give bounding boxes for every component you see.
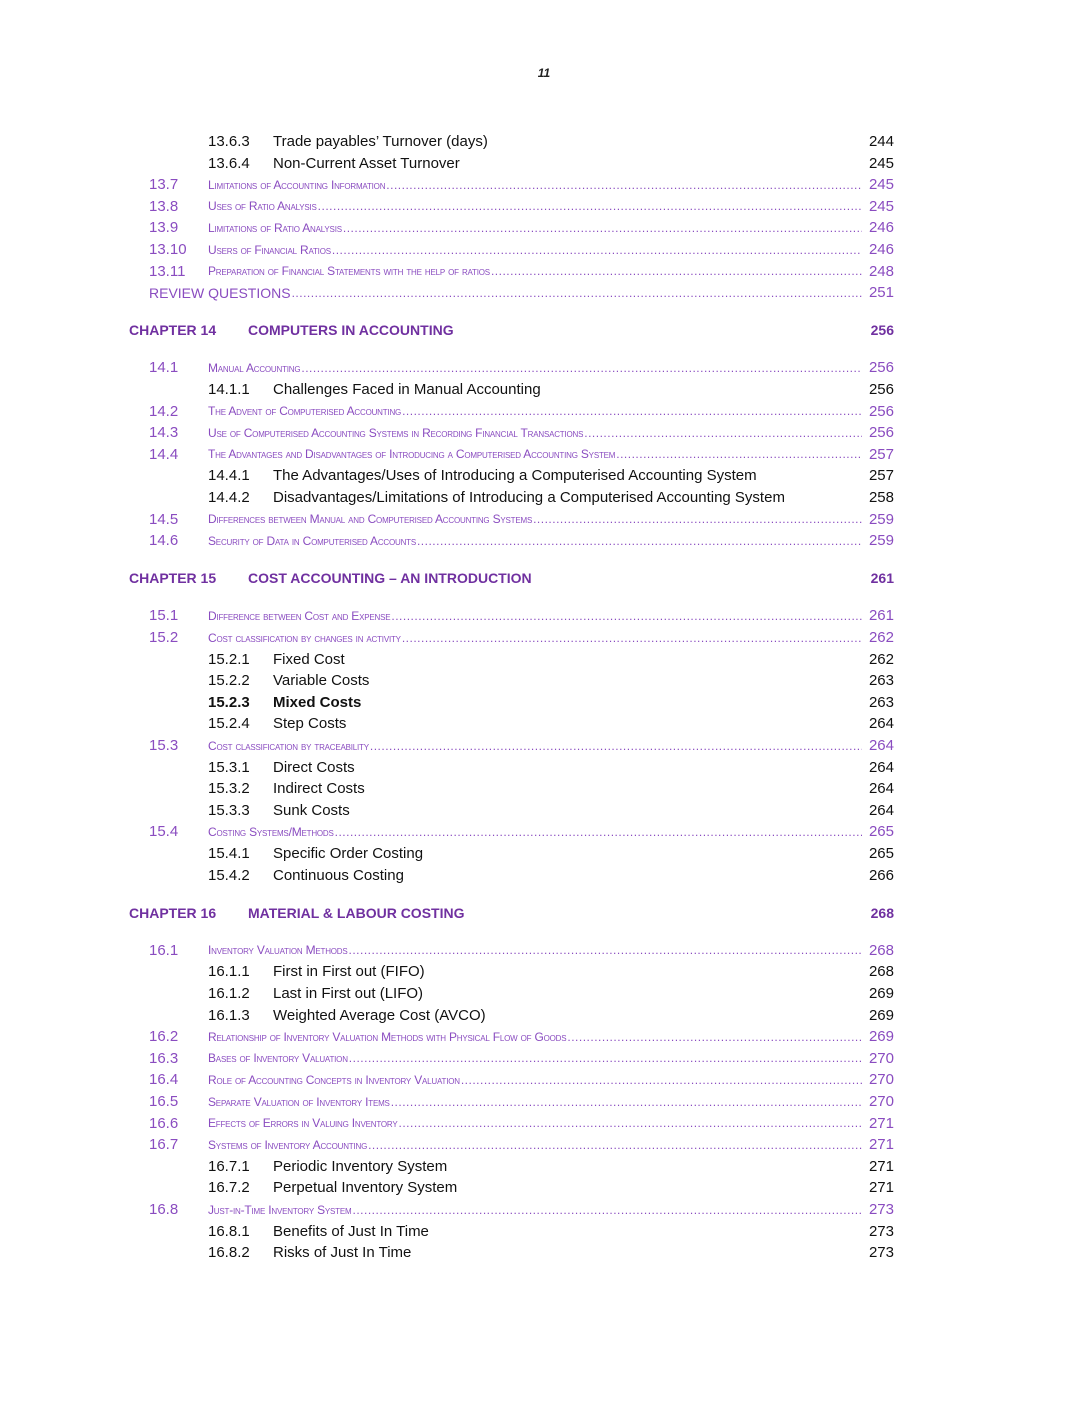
toc-entry-sec[interactable] [0,401,1088,422]
toc-entry-sub[interactable] [0,983,1088,1004]
entry-number: 16.2 [149,1028,179,1046]
dot-leader [370,739,862,753]
entry-title: Mixed Costs [273,693,362,711]
entry-number: 14.5 [149,510,179,528]
entry-number: 13.6.3 [208,133,250,150]
dot-leader [616,447,862,461]
entry-page: 265 [868,823,894,841]
entry-page: 262 [868,650,894,668]
toc-entry-sec[interactable] [0,217,1088,238]
entry-page: 269 [868,1006,894,1024]
entry-number: 15.4.1 [208,845,250,862]
dot-leader [491,264,862,278]
toc-entry-sec[interactable] [0,1048,1088,1069]
dot-leader [318,199,862,213]
toc-entry-sec[interactable] [0,605,1088,626]
entry-title: Manual Accounting [208,360,301,375]
entry-page: 264 [868,758,894,776]
entry-page: 256 [868,381,894,398]
entry-title: Systems of Inventory Accounting [208,1137,368,1152]
entry-page: 264 [868,715,894,733]
entry-page: 271 [868,1157,894,1175]
entry-page: 248 [868,262,894,280]
toc-entry-sub[interactable] [0,1221,1088,1242]
entry-number: 15.3.2 [208,780,250,798]
toc-entry-sub[interactable] [0,757,1088,778]
entry-page: 273 [868,1222,894,1240]
entry-page: 257 [868,445,894,463]
entry-page: 264 [868,780,894,798]
entry-number: 16.7 [149,1136,179,1154]
dot-leader [368,1138,862,1152]
entry-title: Separate Valuation of Inventory Items [208,1094,390,1109]
toc-entry-sub[interactable] [0,692,1088,713]
entry-title: Just-in-Time Inventory System [208,1202,352,1217]
entry-number: 15.4 [149,823,179,841]
entry-title: Limitations of Accounting Information [208,177,386,192]
entry-title: Users of Financial Ratios [208,242,331,257]
toc-entry-sec[interactable] [0,196,1088,217]
entry-number: 13.11 [149,262,186,280]
entry-title: Non-Current Asset Turnover [273,154,460,172]
entry-number: 16.5 [149,1093,179,1110]
entry-title: Sunk Costs [273,801,350,819]
entry-title: Trade payables’ Turnover (days) [273,133,488,150]
dot-leader [417,534,862,548]
entry-page: 245 [868,176,894,194]
dot-leader [402,631,862,645]
entry-number: 15.2.3 [208,693,250,711]
entry-page: 270 [868,1049,894,1067]
entry-page: 264 [868,737,894,754]
toc-entry-sec[interactable] [0,239,1088,260]
entry-title: The Advantages and Disadvantages of Introducing a Computerised Accounting System [208,447,616,462]
dot-leader [391,1095,862,1109]
toc-entry-sub[interactable] [0,465,1088,486]
entry-title: Challenges Faced in Manual Accounting [273,381,541,398]
entry-page: 246 [868,241,894,258]
entry-page: 271 [868,1114,894,1132]
toc-entry-sub[interactable] [0,1177,1088,1198]
toc-entry-sub[interactable] [0,1242,1088,1263]
entry-number: 14.6 [149,532,179,550]
entry-title: Role of Accounting Concepts in Inventory Valuation [208,1072,460,1087]
dot-leader [332,243,862,257]
entry-number: CHAPTER 16 [129,904,217,921]
toc-entry-sec[interactable] [0,530,1088,551]
entry-number: 16.1.2 [208,985,250,1002]
entry-number: 14.4.1 [208,467,250,485]
entry-title: Preparation of Financial Statements with the help of ratios [208,264,490,279]
entry-page: 259 [868,532,894,550]
entry-title: Direct Costs [273,758,355,776]
entry-page: 271 [868,1136,894,1154]
entry-number: 15.3 [149,737,179,754]
entry-number: 16.6 [149,1114,179,1132]
toc-entry-sub[interactable] [0,153,1088,174]
toc-entry-sec[interactable] [0,1091,1088,1112]
toc-entry-sub[interactable] [0,379,1088,400]
entry-title: Step Costs [273,715,347,733]
entry-number: 15.3.3 [208,801,250,819]
entry-number: 15.3.1 [208,758,250,776]
entry-title: Cost classification by changes in activity [208,630,401,645]
entry-title: Variable Costs [273,672,370,690]
dot-leader [352,1203,862,1217]
entry-page: 273 [868,1201,894,1218]
entry-number: 15.2.4 [208,715,250,733]
entry-page: 264 [868,801,894,819]
toc-entry-chap[interactable] [0,568,1088,589]
dot-leader [402,404,862,418]
entry-number: 15.1 [149,607,179,625]
toc-entry-sub[interactable] [0,670,1088,691]
dot-leader [292,286,862,300]
entry-number: 16.7.2 [208,1179,250,1197]
entry-page: 257 [868,467,894,485]
toc-entry-sub[interactable] [0,713,1088,734]
dot-leader [349,943,862,957]
entry-title: Continuous Costing [273,866,404,884]
page-number: 11 [537,66,551,80]
entry-page: 262 [868,629,894,646]
entry-page: 245 [868,154,894,172]
entry-page: 245 [868,197,894,215]
toc-entry-sub[interactable] [0,649,1088,670]
entry-title: Bases of Inventory Valuation [208,1051,348,1066]
entry-page: 270 [868,1093,894,1110]
entry-number: 13.7 [149,176,179,194]
entry-title: Disadvantages/Limitations of Introducing a Computerised Accounting System [273,489,785,506]
entry-number: 13.9 [149,219,179,237]
entry-number: 13.8 [149,197,179,215]
entry-page: 259 [868,510,894,528]
entry-title: Inventory Valuation Methods [208,943,348,958]
entry-title: Weighted Average Cost (AVCO) [273,1006,486,1024]
toc-entry-sub[interactable] [0,778,1088,799]
dot-leader [584,426,862,440]
entry-page: 263 [868,693,894,711]
dot-leader [386,178,862,192]
toc-entry-chap[interactable] [0,902,1088,923]
entry-title: Uses of Ratio Analysis [208,199,317,214]
toc-entry-sec[interactable] [0,1026,1088,1047]
toc-entry-sub[interactable] [0,1005,1088,1026]
toc-entry-sec[interactable] [0,1113,1088,1134]
entry-title: Indirect Costs [273,780,365,798]
toc-entry-sec[interactable] [0,821,1088,842]
entry-number: 16.8.1 [208,1222,250,1240]
entry-number: 16.1 [149,941,179,959]
toc-entry-sec[interactable] [0,735,1088,756]
dot-leader [398,1116,862,1130]
toc-entry-sub[interactable] [0,843,1088,864]
toc-entry-sub[interactable] [0,800,1088,821]
toc-entry-sec[interactable] [0,509,1088,530]
toc-entry-review[interactable] [0,282,1088,303]
entry-number: 14.1 [149,359,179,377]
entry-number: 14.1.1 [208,381,250,398]
entry-page: 268 [868,941,894,959]
entry-number: 14.4 [149,445,179,463]
entry-page: 265 [868,845,894,862]
entry-number: 15.2.2 [208,672,250,690]
entry-page: 269 [868,985,894,1002]
entry-number: 16.1.3 [208,1006,250,1024]
entry-number: 16.4 [149,1071,179,1089]
entry-page: 268 [868,963,894,981]
entry-page: 246 [868,219,894,237]
entry-page: 263 [868,672,894,690]
toc-entry-sec[interactable] [0,1199,1088,1220]
entry-title: Relationship of Inventory Valuation Methods with Physical Flow of Goods [208,1029,567,1044]
entry-number: 15.2.1 [208,650,250,668]
toc-entry-sec[interactable] [0,627,1088,648]
toc-entry-chap[interactable] [0,320,1088,341]
entry-page: 271 [868,1179,894,1197]
dot-leader [335,825,862,839]
entry-title: Last in First out (LIFO) [273,985,424,1002]
entry-title: Periodic Inventory System [273,1157,448,1175]
toc-entry-sec[interactable] [0,1134,1088,1155]
entry-page: 251 [868,284,894,302]
entry-title: Limitations of Ratio Analysis [208,220,342,235]
entry-page: 256 [868,424,894,442]
dot-leader [461,1073,862,1087]
toc-entry-sub[interactable] [0,1156,1088,1177]
entry-number: 13.10 [149,241,187,258]
dot-leader [391,609,862,623]
entry-title: Cost classification by traceability [208,738,369,753]
toc-entry-sec[interactable] [0,261,1088,282]
dot-leader [301,361,862,375]
entry-number: 15.2 [149,629,179,646]
toc-entry-sec[interactable] [0,444,1088,465]
toc-entry-sec[interactable] [0,1069,1088,1090]
entry-number: 16.7.1 [208,1157,250,1175]
entry-page: 256 [870,322,894,339]
entry-number: CHAPTER 14 [129,322,217,339]
toc-entry-sec[interactable] [0,422,1088,443]
toc-entry-sub[interactable] [0,865,1088,886]
entry-number: 16.8.2 [208,1244,250,1262]
entry-page: 258 [868,489,894,506]
entry-title: Benefits of Just In Time [273,1222,429,1240]
entry-number: 15.4.2 [208,866,250,884]
entry-number: 14.2 [149,402,179,420]
toc-entry-sec[interactable] [0,357,1088,378]
entry-title: Use of Computerised Accounting Systems in Recording Financial Transactions [208,425,584,440]
entry-page: 261 [870,570,894,587]
entry-number: 13.6.4 [208,154,250,172]
entry-number: CHAPTER 15 [129,570,217,587]
toc-entry-sec[interactable] [0,174,1088,195]
entry-title: COST ACCOUNTING – AN INTRODUCTION [248,570,532,587]
entry-title: Costing Systems/Methods [208,824,334,839]
entry-number: 16.3 [149,1049,179,1067]
entry-title: Differences between Manual and Computerised Accounting Systems [208,512,533,527]
dot-leader [349,1051,862,1065]
toc-entry-sub[interactable] [0,131,1088,152]
entry-page: 244 [868,133,894,150]
entry-number: 16.8 [149,1201,179,1218]
entry-page: 261 [868,607,894,625]
toc-entry-sub[interactable] [0,961,1088,982]
entry-title: First in First out (FIFO) [273,963,425,981]
entry-page: 266 [868,866,894,884]
entry-title: REVIEW QUESTIONS [149,284,291,301]
entry-title: Risks of Just In Time [273,1244,412,1262]
dot-leader [567,1030,862,1044]
entry-title: Security of Data in Computerised Accounts [208,533,416,548]
entry-number: 14.4.2 [208,489,250,506]
entry-page: 273 [868,1244,894,1262]
entry-page: 256 [868,359,894,377]
entry-number: 14.3 [149,424,179,442]
entry-page: 269 [868,1028,894,1046]
entry-title: Perpetual Inventory System [273,1179,458,1197]
dot-leader [533,512,862,526]
toc-entry-sec[interactable] [0,940,1088,961]
entry-title: Effects of Errors in Valuing Inventory [208,1116,398,1131]
entry-page: 270 [868,1071,894,1089]
entry-page: 256 [868,402,894,420]
entry-title: COMPUTERS IN ACCOUNTING [248,322,454,339]
entry-title: MATERIAL & LABOUR COSTING [248,904,465,921]
entry-title: The Advent of Computerised Accounting [208,404,402,419]
entry-title: Difference between Cost and Expense [208,608,391,623]
entry-page: 268 [870,904,894,921]
entry-title: The Advantages/Uses of Introducing a Computerised Accounting System [273,467,757,485]
toc-entry-sub[interactable] [0,487,1088,508]
entry-title: Specific Order Costing [273,845,424,862]
dot-leader [343,221,862,235]
entry-number: 16.1.1 [208,963,250,981]
entry-title: Fixed Cost [273,650,345,668]
